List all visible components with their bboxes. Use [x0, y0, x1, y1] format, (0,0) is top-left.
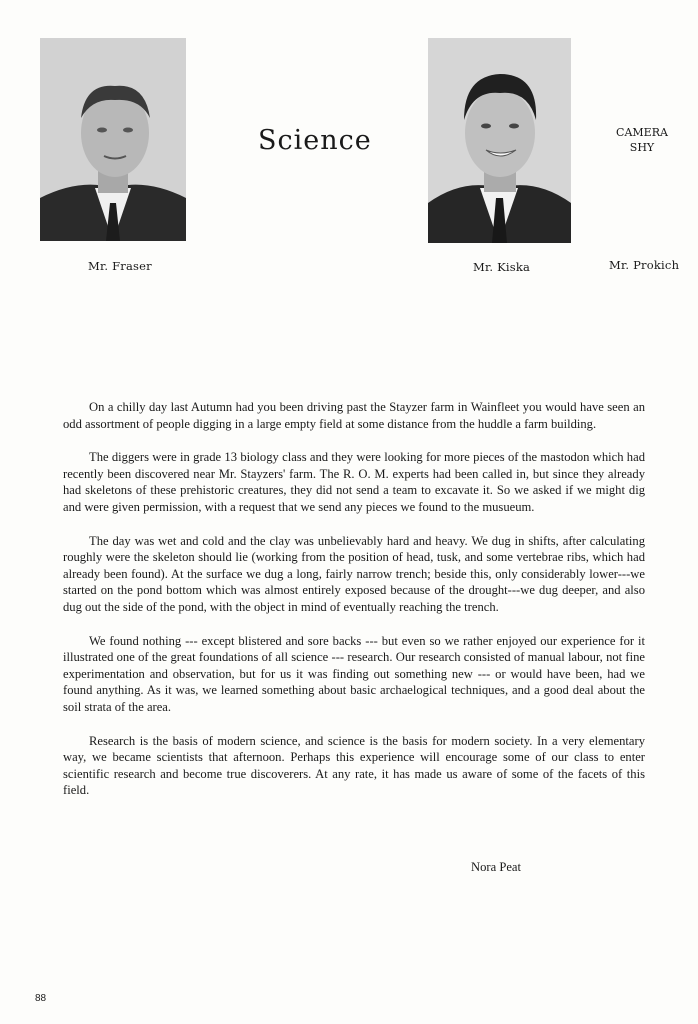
author-signature: Nora Peat [471, 860, 522, 874]
portrait-photo-kiska [428, 38, 571, 243]
article-body [63, 399, 645, 816]
article-paragraph: Research is the basis of modern science, and science is the basis for modern society. In a very elementary way, we became scientists that afternoon. Perhaps this experience will encourage some of our class to enter scientific research and become true discoverers. At any rate, it has made us aware of some of the facets of this field. [63, 733, 645, 798]
camera-shy-label: CAMERA SHY [616, 126, 668, 154]
article-paragraph: The diggers were in grade 13 biology class and they were looking for more pieces of the mastodon which had recently been discovered near Mr. Stayzers' farm. The R. O. M. experts had been called in, but since they already had skeletons of these prehistoric creatures, they did not send a team to excavate it. So we asked if we might dig and were given permission, with a request that we send any pieces we found to the musueum. [63, 450, 645, 514]
caption-prokich: Mr. Prokich [609, 258, 680, 272]
page-number: 88 [35, 993, 47, 1004]
portrait-photo-fraser [40, 38, 186, 241]
article-paragraph: The day was wet and cold and the clay was unbelievably hard and heavy. We dug in shifts, after calculating roughly were the skeleton should lie (working from the position of head, tusk, and some vertebrae ribs, which had already been found). At the surface we dug a long, fairly narrow trench; beside this, only considerably lower---we started on the pond bottom which was almost entirely exposed because of the drought---we dug deeper, and also dug out the side of the pond, with the object in mind of eventually reaching the trench. [63, 533, 645, 614]
article-paragraph: We found nothing --- except blistered and sore backs --- but even so we rather enjoyed our experience for it illustrated one of the great foundations of all science --- research. Our research consisted of manual labour, not fine experimentation and observation, but for us it was finding out something new --- or would have been, had we found anything. As it was, we learned something about basic archaelogical techniques, and a good deal about the soil strata of the area. [63, 633, 645, 714]
page-title: Science [258, 125, 372, 156]
caption-fraser: Mr. Fraser [88, 259, 152, 273]
caption-kiska: Mr. Kiska [473, 260, 531, 274]
article-paragraph: On a chilly day last Autumn had you been driving past the Stayzer farm in Wainfleet you would have seen an odd assortment of people digging in a large empty field at some distance from the huddle a farm building. [63, 400, 645, 431]
